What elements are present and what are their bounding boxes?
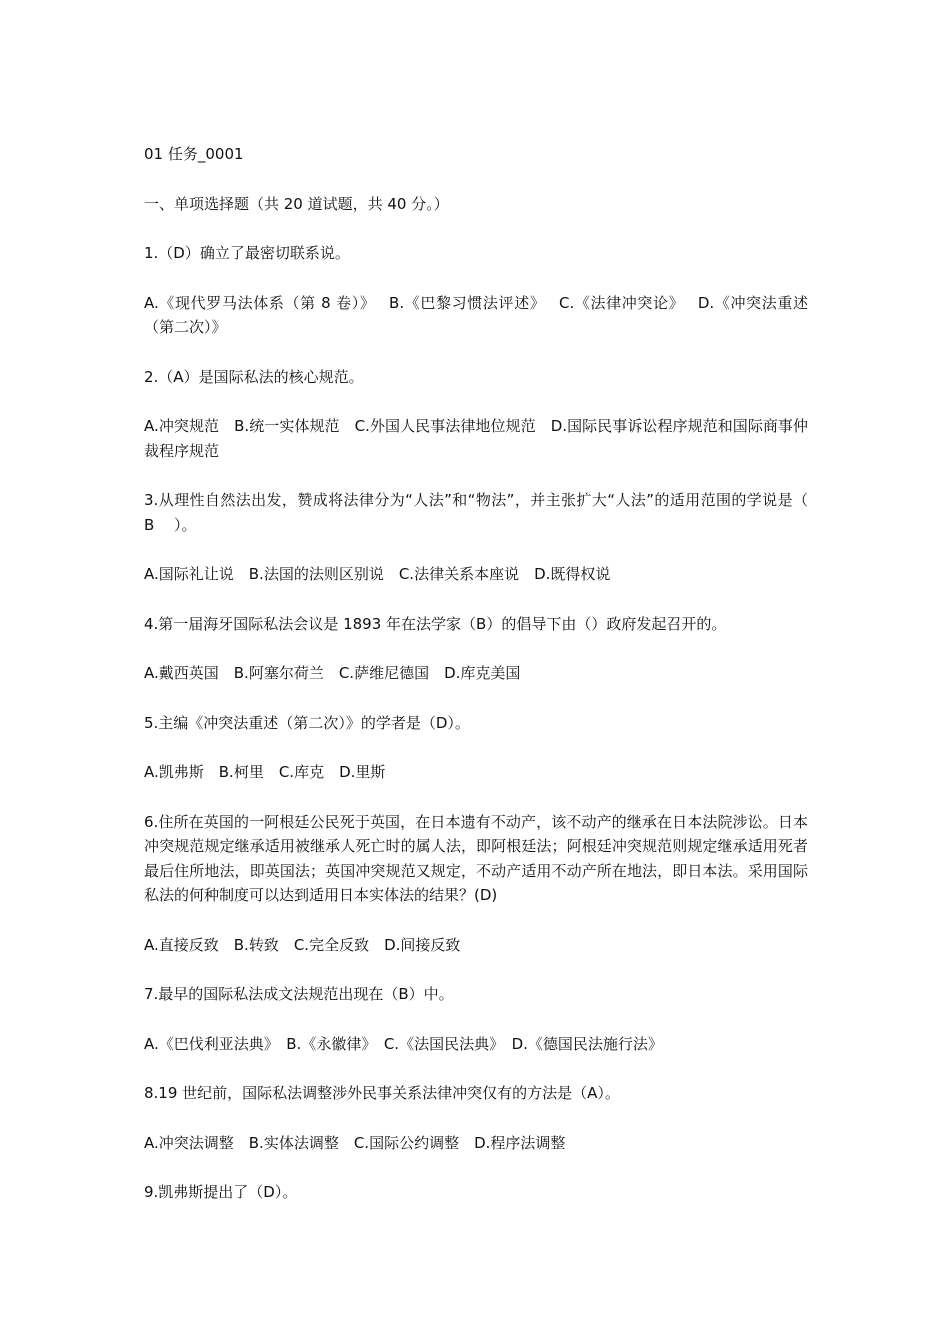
options-1: A.《现代罗马法体系（第 8 卷）》 B.《巴黎习惯法评述》 C.《法律冲突论》 D.《冲突法重述（第二次）》 (144, 293, 808, 336)
options-4: A.戴西英国 B.阿塞尔荷兰 C.萨维尼德国 D.库克美国 (144, 664, 521, 682)
question-3: 3.从理性自然法出发，赞成将法律分为“人法”和“物法”，并主张扩大“人法”的适用范围的学说是（ B ）。 (144, 491, 828, 534)
question-4: 4.第一届海牙国际私法会议是 1893 年在法学家（B）的倡导下由（）政府发起召开的。 (144, 614, 727, 633)
options-8: A.冲突法调整 B.实体法调整 C.国际公约调整 D.程序法调整 (144, 1133, 566, 1152)
document-title: 01 任务_0001 (144, 145, 244, 163)
options-5: A.凯弗斯 B.柯里 C.库克 D.里斯 (144, 763, 386, 781)
question-7: 7.最早的国际私法成文法规范出现在（B）中。 (144, 985, 454, 1003)
question-1: 1.（D）确立了最密切联系说。 (144, 244, 350, 262)
question-5: 5.主编《冲突法重述（第二次）》的学者是（D）。 (144, 713, 470, 732)
options-3: A.国际礼让说 B.法国的法则区别说 C.法律关系本座说 D.既得权说 (144, 565, 611, 583)
question-2: 2.（A）是国际私法的核心规范。 (144, 367, 364, 386)
question-8: 8.19 世纪前，国际私法调整涉外民事关系法律冲突仅有的方法是（A）。 (144, 1084, 620, 1102)
question-9: 9.凯弗斯提出了（D）。 (144, 1183, 298, 1201)
section-heading: 一、单项选择题（共 20 道试题，共 40 分。） (144, 194, 449, 213)
options-7: A.《巴伐利亚法典》 B.《永徽律》 C.《法国民法典》 D.《德国民法施行法》 (144, 1034, 663, 1053)
document-page (144, 142, 828, 1230)
options-2: A.冲突规范 B.统一实体规范 C.外国人民事法律地位规范 D.国际民事诉讼程序规范和国际商事仲裁程序规范 (144, 417, 808, 460)
options-6: A.直接反致 B.转致 C.完全反致 D.间接反致 (144, 935, 461, 954)
question-6: 6.住所在英国的一阿根廷公民死于英国，在日本遗有不动产，该不动产的继承在日本法院涉讼。日本冲突规范规定继承适用被继承人死亡时的属人法，即阿根廷法；阿根廷冲突规范则规定继承适用死者最后住所地法，即英国法；英国冲突规范又规定，不动产适用不动产所在地法，即日本法。采用国际私法的何种制度可以达到适用日本实体法的结果？(D) (144, 812, 808, 904)
